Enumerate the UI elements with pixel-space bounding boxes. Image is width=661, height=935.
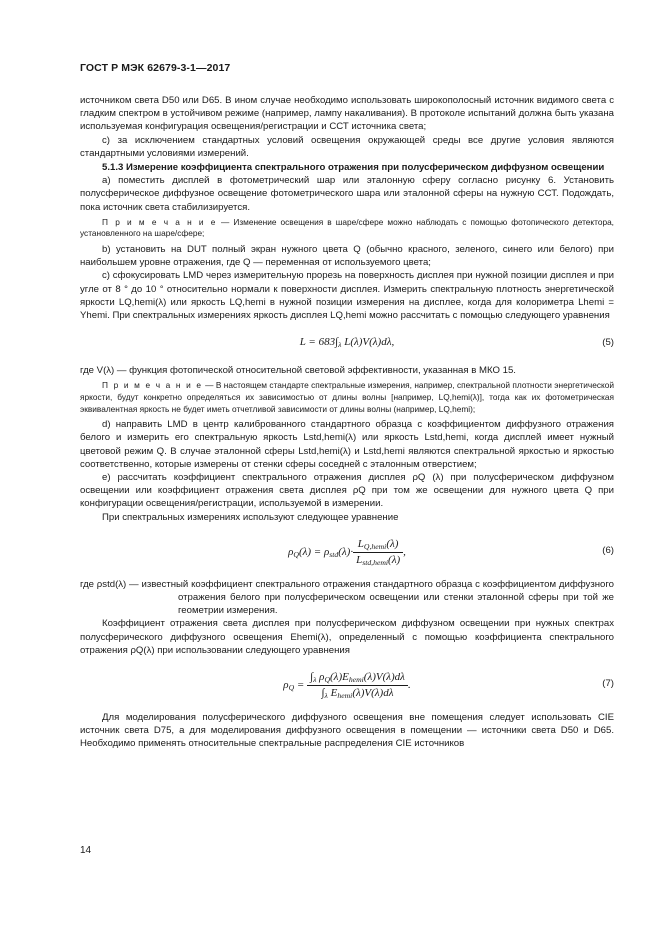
- note-text: — Изменение освещения в шаре/сфере можно наблюдать с помощью фотопического детектора, установленного на шаре/сфере;: [80, 216, 614, 239]
- paragraph-intro: источником света D50 или D65. В ином случае необходимо использовать широкополосный источник видимого света с гладким спектром в устойчивом режиме (например, лампу накаливания). В протоколе испытаний должна быть указана используемая конфигурация освещения/регистрации и ССТ источника света;: [80, 95, 614, 133]
- equation-6-number: (6): [602, 544, 614, 556]
- equation-5-number: (5): [602, 337, 614, 349]
- paragraph-spectral: При спектральных измерениях используют следующее уравнение: [102, 511, 399, 523]
- note-2: [80, 380, 614, 415]
- equation-7-number: (7): [602, 678, 614, 690]
- equation-6: [80, 530, 614, 574]
- paragraph-item-d: d) направить LMD в центр калиброванного стандартного образца с коэффициентом диффузного отражения белого и измерить его спектральную яркость Lstd,hemi(λ) или яркость Lstd,hemi, когда дисплей имеет нужный цветовой режим Q. В случае эталонной сферы Lstd,hemi(λ) и Lstd,hemi являются спектральной яркостью и яркостью соответственно, которые измерены от стенки сферы соседней с эталонным отверстием;: [80, 419, 614, 470]
- equation-6-expression: $\rho_Q(\lambda) = \rho_{std}(\lambda)\cdot$ $\frac{L_{Q,hemi}(\lambda)}{L_{std,hemi}(\lambda)}$ ,: [288, 537, 406, 568]
- paragraph-item-e: е) рассчитать коэффициент спектрального отражения дисплея ρQ (λ) при полусферическом диффузном освещении или коэффициент отражения света дисплея ρQ при том же освещении для нужного цвета Q при конфигурации освещения/регистрации, используемой в измерении.: [80, 472, 614, 510]
- paragraph-coefficient: Коэффициент отражения света дисплея при полусферическом диффузном освещении при нужных спектрах полусферического диффузного освещения Ehemi(λ), определенный с помощью коэффициента спектрального отражения ρQ(λ) при использовании следующего уравнения: [80, 618, 614, 656]
- paragraph-item-a: а) поместить дисплей в фотометрический шар или эталонную сферу согласно рисунку 6. Установить полусферическое диффузное освещение фотометрического шара или эталонной сферы на нужную ССТ. Подождать, пока источник света стабилизируется.: [80, 175, 614, 213]
- note-label: П р и м е ч а н и е: [102, 380, 203, 391]
- equation-5-expression: $L = 683\int_\lambda$ L(λ)V(λ)dλ,: [299, 336, 395, 350]
- note-label: П р и м е ч а н и е: [102, 216, 217, 227]
- paragraph-item-b: b) установить на DUT полный экран нужного цвета Q (обычно красного, зеленого, синего или белого) при наибольшем уровне отражения, где Q — переменная от используемого цвета;: [80, 244, 614, 269]
- equation-7: [80, 663, 614, 707]
- note-text: — В настоящем стандарте спектральные измерения, например, спектральной плотности энергетической яркости, будут конкретно определяться их зависимостью от длины волны [например, LQ,hemi(λ)], тогда как их фотометрическая эквивалентная яркость не будет иметь отчетливой зависимости от длины волны (например, LQ,hemi);: [80, 380, 614, 414]
- paragraph-where-5: где V(λ) — функция фотопической относительной световой эффективности, указанная в МКО 15.: [80, 365, 516, 377]
- paragraph-item-c: с) за исключением стандартных условий освещения окружающей среды все другие условия являются стандартными условиями измерений.: [80, 134, 614, 159]
- equation-7-expression: $\rho_Q$ = $\frac{\int_\lambda \rho_Q(\lambda)E_{hemi}(\lambda)V(\lambda)d\lambda}{\int_\lambda E_{hemi}(\lambda)V(\lambda)d\lambda}$ .: [283, 671, 411, 701]
- document-header: ГОСТ Р МЭК 62679-3-1—2017: [80, 62, 231, 74]
- page-number: 14: [80, 845, 92, 856]
- paragraph-item-c2: с) сфокусировать LMD через измерительную прорезь на поверхность дисплея при нужной позиции дисплея и при угле от 8 ° до 10 ° относительно нормали к поверхности дисплея. Измерить спектральную плотность энергетической яркости LQ,hemi(λ) или яркость LQ,hemi в нужной позиции измерения на дисплее, когда для колориметра Lhemi = Yhemi. При спектральных измерениях яркость дисплея LQ,hemi можно рассчитать с помощью следующего уравнения: [80, 270, 614, 322]
- equation-5: [80, 328, 614, 360]
- page-body: [80, 94, 614, 751]
- note-1: [80, 217, 614, 240]
- paragraph-where-6: где ρstd(λ) — известный коэффициент спектрального отражения стандартного образца с коэффициентом диффузного отражения белого при полусферическом освещении или стенки эталонной сферы при той же геометрии измерения.: [80, 578, 614, 617]
- paragraph-last: Для моделирования полусферического диффузного освещения вне помещения следует использовать CIE источник света D75, а для моделирования диффузного освещения в помещении — источники света D50 и D65. Необходимо применять относительные спектральные распределения CIE источников: [80, 712, 614, 750]
- section-heading: 5.1.3 Измерение коэффициента спектрального отражения при полусферическом диффузном освещении: [102, 162, 605, 174]
